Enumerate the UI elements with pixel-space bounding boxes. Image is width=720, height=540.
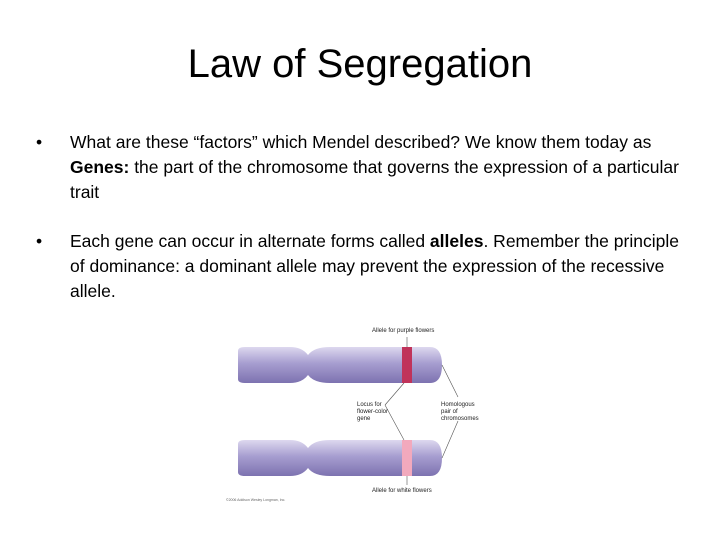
recessive-allele-band bbox=[402, 440, 412, 476]
bullet-bold-term: Genes: bbox=[70, 157, 130, 177]
bullet-text: What are these “factors” which Mendel described? We know them today as bbox=[70, 132, 652, 152]
bullet-item-genes bbox=[36, 130, 686, 205]
bullet-marker: • bbox=[36, 132, 43, 152]
white-allele-label: Allele for white flowers bbox=[372, 488, 432, 494]
chromosome-figure bbox=[220, 325, 520, 505]
bullet-marker: • bbox=[36, 231, 43, 251]
homologous-label: Homologous pair of chromosomes bbox=[441, 402, 479, 422]
locus-label: Locus for flower-color gene bbox=[357, 402, 389, 422]
slide-title: Law of Segregation bbox=[187, 42, 533, 86]
bullet-item-alleles bbox=[36, 229, 686, 304]
copyright-text: ©2006 Addison Wesley Longman, Inc. bbox=[226, 498, 286, 502]
leader-line bbox=[442, 421, 458, 458]
purple-allele-label: Allele for purple flowers bbox=[372, 328, 435, 334]
dominant-allele-band bbox=[402, 347, 412, 383]
bullet-text: the part of the chromosome that governs the expression of a particular trait bbox=[70, 157, 679, 202]
bullet-list bbox=[36, 130, 686, 328]
bullet-text: Each gene can occur in alternate forms called bbox=[70, 231, 430, 251]
bullet-bold-term: alleles bbox=[429, 231, 484, 251]
leader-line bbox=[442, 365, 458, 397]
bullet-text: . Remember the principle of dominance: a dominant allele may prevent the expression of the recessive allele. bbox=[70, 231, 679, 301]
